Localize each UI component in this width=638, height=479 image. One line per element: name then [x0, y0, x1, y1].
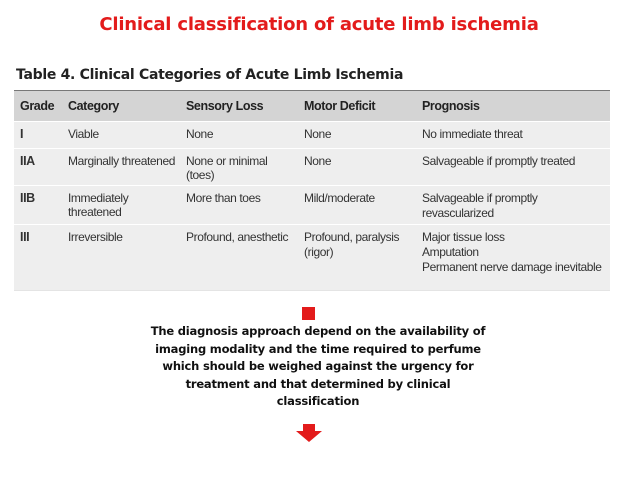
- cell-grade: III: [14, 224, 62, 290]
- clinical-categories-table: [14, 91, 610, 290]
- prognosis-line: Major tissue loss: [422, 229, 505, 244]
- cell-sensory-loss: Profound, anesthetic: [180, 224, 298, 290]
- table-caption: Table 4. Clinical Categories of Acute Limb Ischemia: [16, 67, 404, 83]
- clinical-table-figure: [14, 64, 610, 291]
- note-line: treatment and that determined by clinical: [185, 376, 451, 391]
- note-line: imaging modality and the time required to perfume: [155, 341, 481, 356]
- motor-line: None: [304, 126, 332, 141]
- cell-sensory-loss: None: [180, 121, 298, 148]
- prognosis-line: Salvageable if promptly revascularized: [422, 190, 538, 220]
- table-row: [14, 224, 610, 290]
- table-row: [14, 121, 610, 148]
- note-line: which should be weighed against the urgency for: [162, 359, 474, 373]
- cell-prognosis: [416, 224, 610, 290]
- table-wrapper: [14, 90, 610, 291]
- table-row: [14, 148, 610, 185]
- cell-motor-deficit: [298, 121, 416, 148]
- cell-category: Marginally threatened: [62, 148, 180, 185]
- cell-motor-deficit: [298, 224, 416, 290]
- red-square-bullet-icon: [302, 307, 315, 320]
- table-header-row: [14, 91, 610, 121]
- cell-prognosis: [416, 148, 610, 185]
- header-sensory-loss: Sensory Loss: [186, 98, 264, 113]
- cell-category: Immediately threatened: [62, 185, 180, 224]
- header-category: Category: [68, 98, 119, 113]
- note-line: The diagnosis approach depend on the availability of: [150, 324, 486, 338]
- header-motor-deficit: Motor Deficit: [304, 98, 376, 113]
- cell-sensory-loss: More than toes: [180, 185, 298, 224]
- down-arrow-icon: [296, 424, 322, 442]
- slide-title: Clinical classification of acute limb ischemia: [99, 14, 539, 35]
- cell-grade: I: [14, 121, 62, 148]
- motor-line: None: [304, 153, 332, 168]
- cell-grade: IIA: [14, 148, 62, 185]
- prognosis-line: Amputation: [422, 244, 479, 259]
- header-prognosis: Prognosis: [422, 98, 480, 113]
- cell-category: Viable: [62, 121, 180, 148]
- cell-prognosis: [416, 185, 610, 224]
- table-row: [14, 185, 610, 224]
- diagnosis-note: [128, 323, 508, 411]
- motor-line: Mild/moderate: [304, 190, 375, 205]
- prognosis-line: Salvageable if promptly treated: [422, 153, 576, 168]
- motor-line: Profound, paralysis: [304, 229, 400, 244]
- cell-prognosis: [416, 121, 610, 148]
- prognosis-line: Permanent nerve damage inevitable: [422, 259, 602, 274]
- cell-grade: IIB: [14, 185, 62, 224]
- prognosis-line: No immediate threat: [422, 126, 523, 141]
- cell-sensory-loss: None or minimal (toes): [180, 148, 298, 185]
- cell-category: Irreversible: [62, 224, 180, 290]
- cell-motor-deficit: [298, 148, 416, 185]
- motor-line: (rigor): [304, 244, 334, 259]
- note-line: classification: [276, 394, 360, 408]
- cell-motor-deficit: [298, 185, 416, 224]
- header-grade: Grade: [20, 98, 55, 113]
